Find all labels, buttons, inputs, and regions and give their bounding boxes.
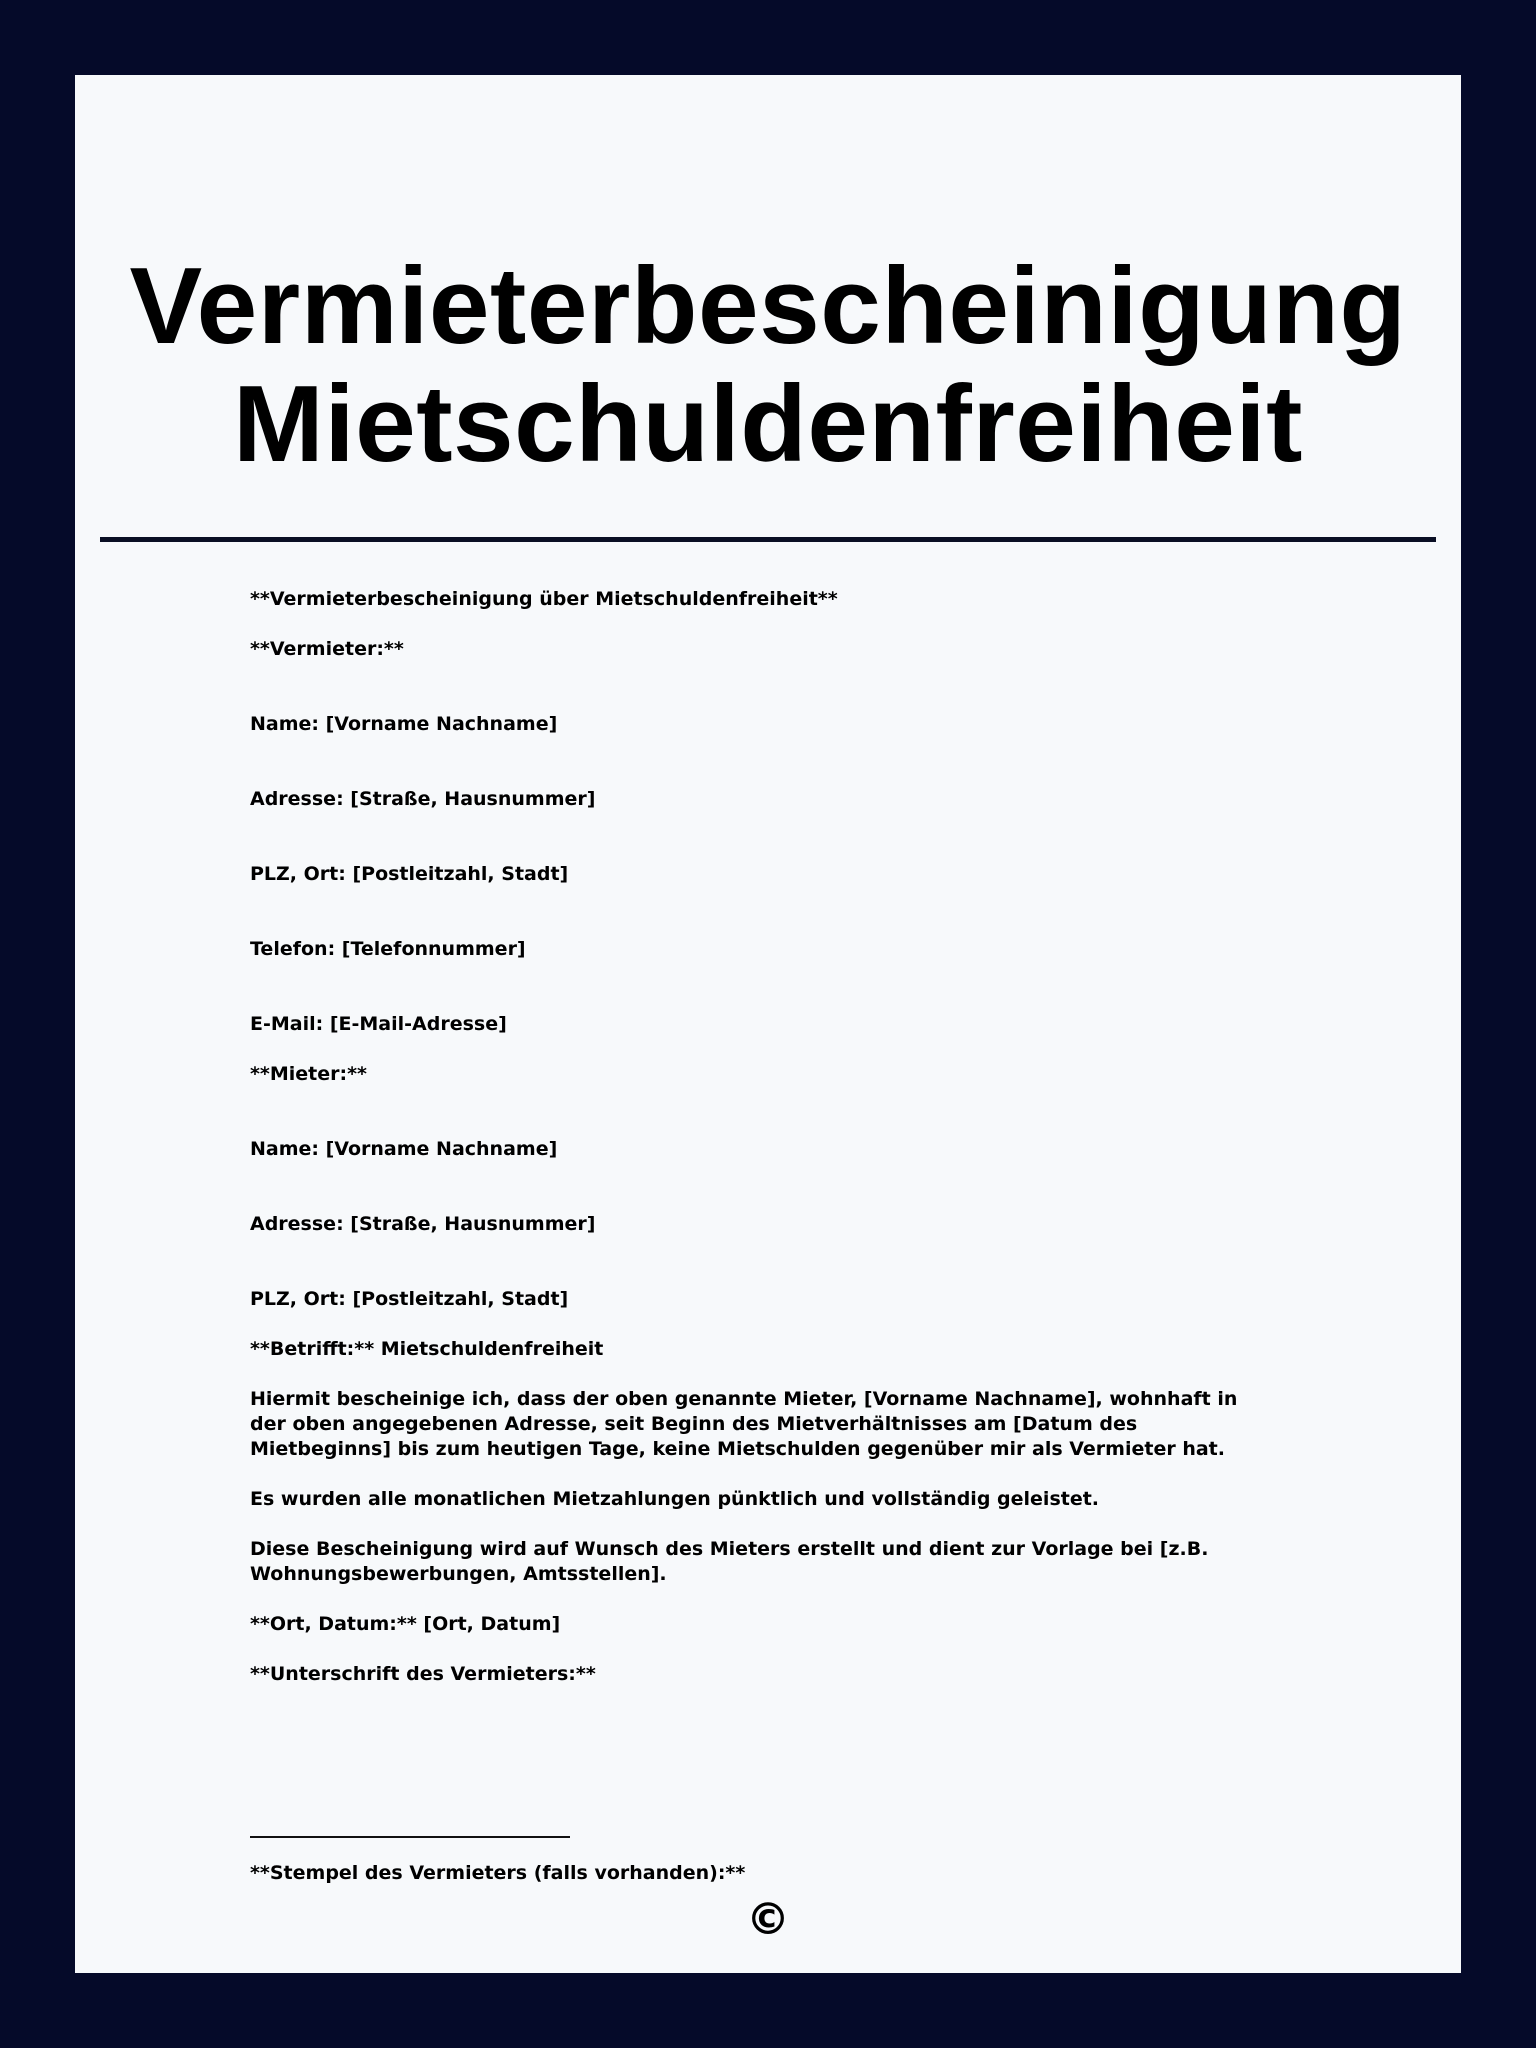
tenant-name: Name: [Vorname Nachname] bbox=[250, 1138, 558, 1160]
tenant-address: Adresse: [Straße, Hausnummer] bbox=[250, 1213, 596, 1235]
landlord-email: E-Mail: [E-Mail-Adresse] bbox=[250, 1013, 507, 1035]
title-divider bbox=[100, 537, 1436, 542]
purpose-paragraph: Diese Bescheinigung wird auf Wunsch des Mieters erstellt und dient zur Vorlage bei [z.B. Wohnungsbewerbungen, Amtsstellen]. bbox=[250, 1538, 1209, 1585]
title-line-2: Mietschuldenfreiheit bbox=[233, 363, 1303, 485]
payment-paragraph: Es wurden alle monatlichen Mietzahlungen pünktlich und vollständig geleistet. bbox=[250, 1488, 1100, 1510]
landlord-name: Name: [Vorname Nachname] bbox=[250, 713, 558, 735]
landlord-label: **Vermieter:** bbox=[250, 638, 404, 660]
document-page bbox=[75, 75, 1461, 1973]
copyright-symbol: © bbox=[746, 1894, 790, 1945]
page-title bbox=[75, 247, 1461, 483]
title-line-1: Vermieterbescheinigung bbox=[129, 245, 1407, 367]
landlord-phone: Telefon: [Telefonnummer] bbox=[250, 938, 526, 960]
subject-line: **Betrifft:** Mietschuldenfreiheit bbox=[250, 1338, 604, 1360]
document-heading: **Vermieterbescheinigung über Mietschuldenfreiheit** bbox=[250, 588, 838, 610]
place-date-line: **Ort, Datum:** [Ort, Datum] bbox=[250, 1613, 561, 1635]
certification-paragraph: Hiermit bescheinige ich, dass der oben genannte Mieter, [Vorname Nachname], wohnhaft in der oben angegebenen Adresse, seit Beginn des Mietverhältnisses am [Datum des Mietbeginns] bis zum heutigen Tage, keine Mietschulden gegenüber mir als Vermieter hat. bbox=[250, 1388, 1238, 1460]
tenant-city: PLZ, Ort: [Postleitzahl, Stadt] bbox=[250, 1288, 569, 1310]
stamp-label: **Stempel des Vermieters (falls vorhanden):** bbox=[250, 1862, 746, 1884]
landlord-address: Adresse: [Straße, Hausnummer] bbox=[250, 788, 596, 810]
landlord-city: PLZ, Ort: [Postleitzahl, Stadt] bbox=[250, 863, 569, 885]
signature-label: **Unterschrift des Vermieters:** bbox=[250, 1663, 596, 1685]
tenant-label: **Mieter:** bbox=[250, 1063, 367, 1085]
signature-line bbox=[250, 1836, 570, 1838]
